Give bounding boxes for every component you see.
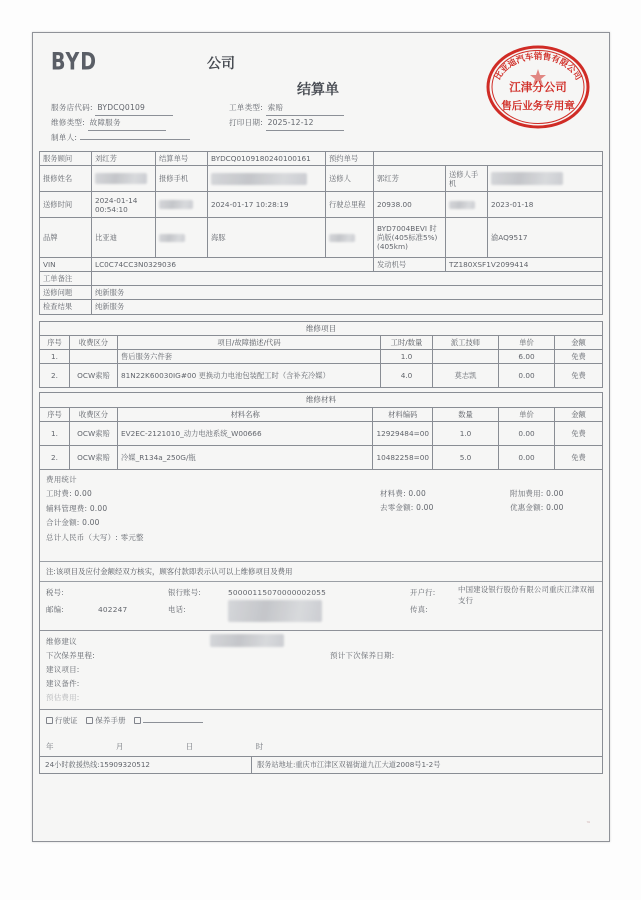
deliverer-label: 送修人 [326, 166, 374, 192]
model-label [326, 218, 374, 258]
material-mgmt-fee-label: 辅料管理费: [46, 503, 88, 513]
delivery-time-label [156, 192, 208, 218]
header-meta-left [51, 101, 190, 145]
bank-account-value: 50000115070000002055 [228, 588, 327, 598]
col-description: 项目/故障描述/代码 [118, 336, 381, 350]
material-name: 冷媒_R134a_250G/瓶 [118, 445, 373, 469]
plate-value: 渝AQ9517 [488, 218, 603, 258]
deliverer-phone-value [488, 166, 603, 192]
bank-info-block [40, 582, 602, 630]
deliverer-phone-label: 送修人手机 [446, 166, 488, 192]
tax-no-label: 税号: [46, 588, 64, 598]
redaction-smudge [95, 173, 147, 184]
repair-items-section-title: 维修项目 [40, 321, 603, 335]
form-header [39, 39, 603, 151]
col-no: 序号 [40, 336, 70, 350]
purchase-date-value: 2023-01-18 [488, 192, 603, 218]
advisor-label: 服务顾问 [40, 152, 92, 166]
print-date-label: 打印日期: [229, 118, 263, 127]
col-amount: 金额 [555, 407, 603, 421]
redaction-smudge [211, 173, 307, 185]
item-fee-type: OCW索赔 [70, 364, 118, 388]
item-hours: 4.0 [381, 364, 433, 388]
table-row [40, 192, 603, 218]
col-technician: 派工技师 [433, 336, 499, 350]
rounding-label: 去零金额: [380, 503, 414, 513]
phone-label: 电话: [168, 605, 186, 615]
material-fee-type: OCW索赔 [70, 421, 118, 445]
zip-value: 402247 [98, 605, 128, 615]
series-value: 海豚 [208, 218, 326, 258]
checkbox-label-service-manual: 保养手册 [95, 716, 126, 726]
table-row [40, 166, 603, 192]
table-row [40, 350, 603, 364]
redaction-smudge [449, 201, 475, 209]
settlement-no-label: 结算单号 [156, 152, 208, 166]
material-fee-label: 材料费: [380, 488, 406, 498]
bank-name-label: 开户行: [410, 588, 436, 598]
total-in-words-label: 总计人民币（大写）: [46, 532, 119, 542]
item-technician [433, 350, 499, 364]
deliverer-value: 郭红芳 [374, 166, 446, 192]
maker-label: 制单人: [51, 133, 78, 142]
legal-note: 注:该项目及应付金额经双方核实，顾客付款即表示认可以上维修项目及费用 [40, 561, 602, 582]
mileage-value: 20938.00 [374, 192, 446, 218]
dropoff-time-label: 送修时间 [40, 192, 92, 218]
zip-label: 邮编: [46, 605, 64, 615]
material-no: 2. [40, 445, 70, 469]
company-label: 公司 [207, 56, 235, 72]
table-row [40, 218, 603, 258]
material-amount: 免费 [555, 445, 603, 469]
next-service-date-label: 预计下次保养日期: [330, 651, 395, 661]
next-service-km-label: 下次保养里程: [46, 651, 95, 661]
item-unit-price: 0.00 [499, 364, 555, 388]
bank-name-value: 中国建设银行股份有限公司重庆江津双福支行 [458, 585, 595, 606]
reporter-name-label: 报修姓名 [40, 166, 92, 192]
mileage-label: 行驶总里程 [326, 192, 374, 218]
vin-label: VIN [40, 258, 92, 272]
store-code-value: BYDCQ0109 [95, 101, 173, 116]
total-in-words-value: 零元整 [120, 532, 144, 542]
signature-date-line [40, 731, 602, 756]
fee-column-2 [380, 487, 434, 516]
model-value: BYD7004BEVI 时尚版(405标准5%)(405km) [374, 218, 446, 258]
smudge-shape [228, 600, 322, 622]
fee-summary-block [39, 470, 603, 775]
svg-text:江津分公司: 江津分公司 [509, 80, 567, 94]
table-row [40, 152, 603, 166]
bank-account-label: 银行账号: [168, 588, 202, 598]
material-qty: 1.0 [433, 421, 499, 445]
company-seal-stamp [483, 41, 593, 131]
repair-items-table [39, 321, 603, 389]
checkbox-service-manual[interactable] [86, 717, 93, 724]
section-header-row [40, 321, 603, 335]
inspection-result-value: 纯新服务 [92, 300, 603, 314]
maintenance-advice-block [40, 631, 602, 709]
footer-hotline: 24小时救援热线:15909320512 [40, 757, 252, 773]
col-fee-type: 收费区分 [70, 407, 118, 421]
item-no: 2. [40, 364, 70, 388]
inspection-result-label: 检查结果 [40, 300, 92, 314]
col-unit-price: 单价 [499, 407, 555, 421]
advisor-value: 刘红芳 [92, 152, 156, 166]
order-type-label: 工单类型: [229, 103, 263, 112]
fee-summary-title: 费用统计 [46, 474, 77, 484]
brand-label: 品牌 [40, 218, 92, 258]
brand-value: 比亚迪 [92, 218, 156, 258]
store-code-label: 服务店代码: [51, 103, 93, 112]
repair-materials-table [39, 392, 603, 470]
scanned-form-sheet [32, 32, 610, 842]
table-row [40, 300, 603, 314]
series-label [156, 218, 208, 258]
print-date-value: 2025-12-12 [266, 116, 344, 131]
labor-fee-label: 工时费: [46, 489, 72, 499]
material-unit-price: 0.00 [499, 421, 555, 445]
item-technician: 莫志凯 [433, 364, 499, 388]
col-material-name: 材料名称 [118, 407, 373, 421]
total-amount-label: 合计金额: [46, 518, 80, 528]
discount-value: 0.00 [546, 503, 564, 513]
work-order-remark-label: 工单备注 [40, 272, 92, 286]
advice-item-label: 建议项目: [46, 665, 80, 675]
checkbox-driving-license[interactable] [46, 717, 53, 724]
fee-column-3 [510, 487, 564, 516]
redaction-smudge [329, 234, 355, 242]
material-qty: 5.0 [433, 445, 499, 469]
item-description: 81N22K60030IG#00 更换动力电池包装配工时（含补充冷媒） [118, 364, 381, 388]
booking-no-label: 预约单号 [326, 152, 374, 166]
scan-watermark: ™ [586, 821, 591, 827]
footer-address: 服务站地址:重庆市江津区双福街道九江大道2008号1-2号 [257, 760, 441, 770]
table-row [40, 258, 603, 272]
reported-issue-value: 纯新服务 [92, 286, 603, 300]
fee-summary [40, 470, 602, 548]
item-hours: 1.0 [381, 350, 433, 364]
col-material-code: 材料编码 [373, 407, 433, 421]
rounding-value: 0.00 [416, 503, 434, 513]
col-no: 序号 [40, 407, 70, 421]
extra-fee-label: 附加费用: [510, 488, 544, 498]
material-fee-type: OCW索赔 [70, 445, 118, 469]
section-header-row [40, 393, 603, 407]
other-input-line[interactable] [143, 722, 203, 723]
redaction-smudge [159, 234, 185, 242]
table-row [40, 421, 603, 445]
purchase-date-label [446, 192, 488, 218]
table-row [40, 445, 603, 469]
page-title: 结算单 [297, 82, 339, 98]
redaction-smudge [159, 200, 193, 209]
item-amount: 免费 [555, 350, 603, 364]
advice-cost-label: 预估费用: [46, 693, 80, 703]
material-name: EV2EC-2121010_动力电池系统_W00666 [118, 421, 373, 445]
service-type-label: 维修类型: [51, 118, 85, 127]
labor-fee-value: 0.00 [74, 489, 92, 499]
col-hours: 工时/数量 [381, 336, 433, 350]
reporter-phone-label: 报修手机 [156, 166, 208, 192]
svg-text:比亚迪汽车销售有限公司: 比亚迪汽车销售有限公司 [492, 52, 584, 83]
advice-title: 维修建议 [46, 637, 77, 647]
item-description: 售后服务六件套 [118, 350, 381, 364]
column-header-row [40, 336, 603, 350]
table-row [40, 272, 603, 286]
material-code: 10482258=00 [373, 445, 433, 469]
col-fee-type: 收费区分 [70, 336, 118, 350]
item-amount: 免费 [555, 364, 603, 388]
reported-issue-label: 送修问题 [40, 286, 92, 300]
advice-part-label: 建议备件: [46, 679, 80, 689]
reporter-phone-value [208, 166, 326, 192]
col-unit-price: 单价 [499, 336, 555, 350]
material-fee-value: 0.00 [408, 488, 426, 498]
dropoff-time-value: 2024-01-14 00:54:10 [92, 192, 156, 218]
item-unit-price: 6.00 [499, 350, 555, 364]
item-fee-type [70, 350, 118, 364]
redaction-smudge [491, 172, 563, 185]
vin-value: LC0C74CC3N0329036 [92, 258, 374, 272]
item-no: 1. [40, 350, 70, 364]
material-code: 12929484=00 [373, 421, 433, 445]
discount-label: 优惠金额: [510, 503, 544, 513]
material-mgmt-fee-value: 0.00 [89, 503, 108, 513]
material-amount: 免费 [555, 421, 603, 445]
fax-label: 传真: [410, 605, 428, 615]
col-quantity: 数量 [433, 407, 499, 421]
column-header-row [40, 407, 603, 421]
col-amount: 金额 [555, 336, 603, 350]
maker-value [80, 139, 190, 140]
engine-no-label: 发动机号 [374, 258, 446, 272]
header-meta-right [229, 101, 344, 131]
returned-documents-row [40, 710, 602, 731]
material-no: 1. [40, 421, 70, 445]
customer-vehicle-info-table [39, 151, 603, 315]
table-row [40, 364, 603, 388]
checkbox-label-driving-license: 行驶证 [55, 716, 78, 726]
repair-materials-section-title: 维修材料 [40, 393, 603, 407]
form-footer [40, 756, 602, 773]
svg-text:售后业务专用章: 售后业务专用章 [501, 100, 575, 112]
redaction-smudge [228, 600, 322, 622]
booking-no-value [374, 152, 603, 166]
plate-label [446, 218, 488, 258]
byd-logo: BYD [51, 48, 97, 76]
service-type-value: 故障服务 [88, 116, 166, 131]
material-unit-price: 0.00 [499, 445, 555, 469]
date-line-text: 年 月 日 时 [46, 742, 294, 752]
work-order-remark-value [92, 272, 603, 286]
order-type-value: 索赔 [266, 101, 344, 116]
engine-no-value: TZ180XSF1V2099414 [446, 258, 603, 272]
smudge-shape [210, 634, 284, 647]
reporter-name-value [92, 166, 156, 192]
redaction-smudge [210, 633, 284, 647]
total-amount-value: 0.00 [82, 518, 100, 528]
table-row [40, 286, 603, 300]
checkbox-other[interactable] [134, 717, 141, 724]
extra-fee-value: 0.00 [546, 488, 564, 498]
settlement-no-value: BYDCQ0109180240100161 [208, 152, 326, 166]
delivery-time-value: 2024-01-17 10:28:19 [208, 192, 326, 218]
